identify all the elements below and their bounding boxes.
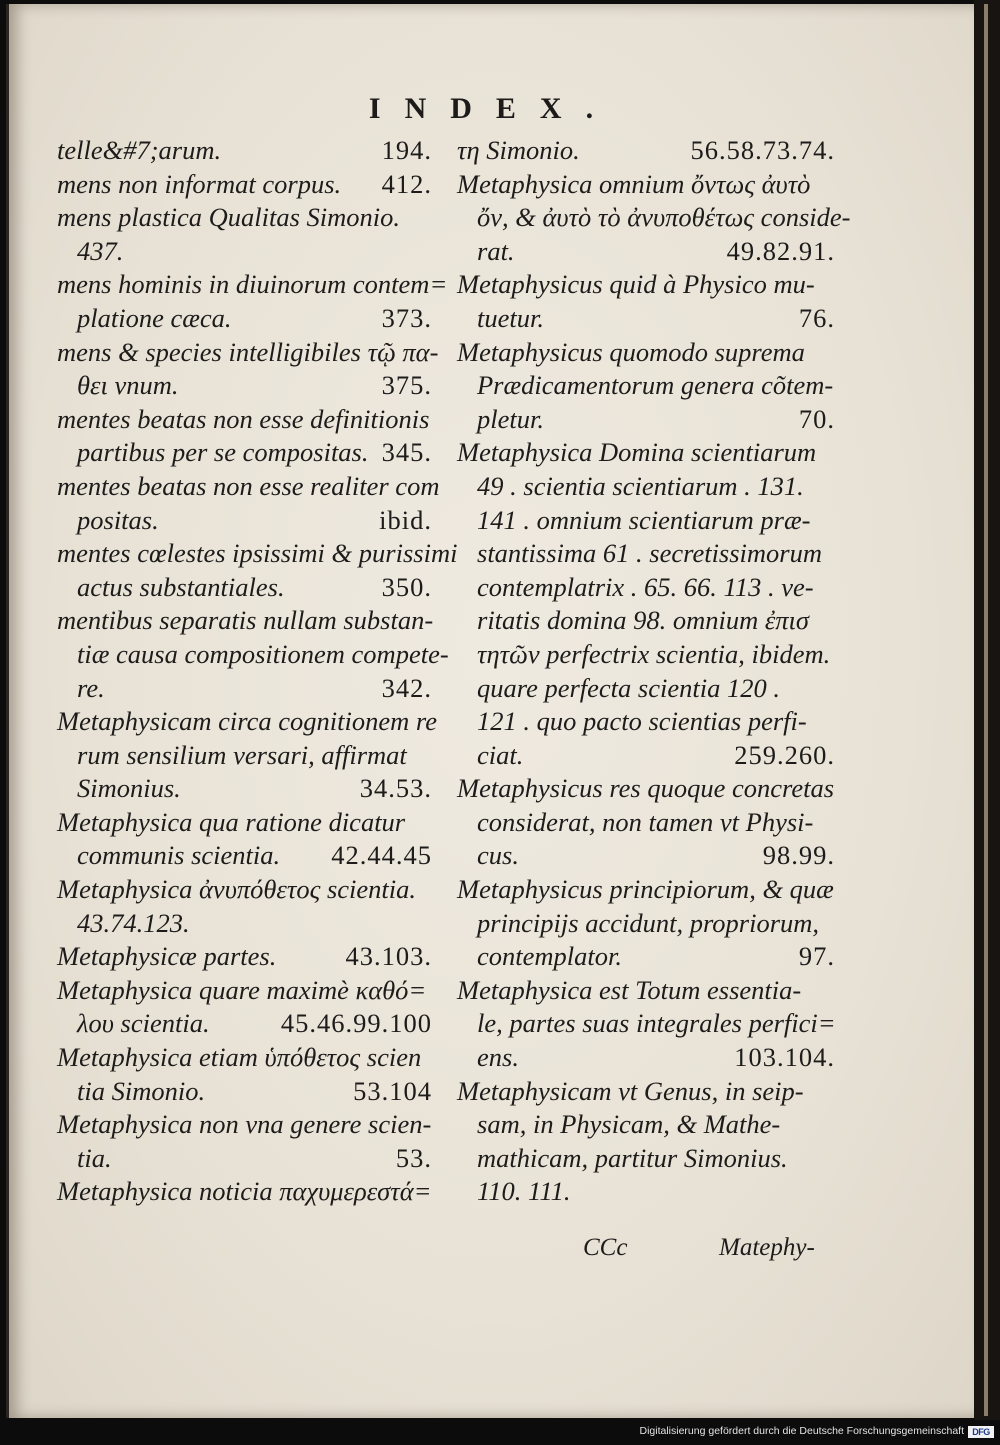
book-page — [6, 4, 977, 1418]
entry-page-ref: 345. — [381, 437, 432, 468]
entry-text: τη Simonio. — [457, 135, 580, 165]
entry-text: tia Simonio. — [77, 1075, 206, 1106]
index-entry-line — [57, 873, 432, 907]
entry-page-ref: 103.104. — [734, 1042, 835, 1073]
index-entry-line — [57, 537, 458, 571]
entry-text: tuetur. — [477, 302, 544, 333]
entry-text: Metaphysica est Totum essentia- — [457, 974, 802, 1005]
index-entry-line — [57, 436, 432, 470]
index-entry-line — [457, 806, 835, 840]
index-entry-line — [457, 168, 835, 202]
entry-page-ref: 43.103. — [345, 941, 432, 972]
entry-text: platione cæca. — [77, 302, 232, 333]
index-entry-line — [457, 302, 835, 336]
entry-text: 141 . omnium scientiarum præ- — [477, 504, 811, 535]
entry-page-ref: 49.82.91. — [726, 235, 835, 266]
entry-text: stantissima 61 . secretissimorum — [477, 538, 823, 569]
index-entry-line — [457, 672, 835, 706]
entry-page-ref: 76. — [798, 302, 835, 333]
dfg-logo: DFG — [968, 1426, 994, 1438]
index-entry-line — [57, 1108, 432, 1142]
index-entry-line — [457, 403, 835, 437]
index-entry-line — [457, 1041, 835, 1075]
index-entry-line — [457, 235, 835, 269]
entry-text: mentes beatas non esse definitionis — [57, 403, 430, 434]
entry-page-ref: 70. — [798, 403, 835, 434]
entry-text: considerat, non tamen vt Physi- — [477, 806, 814, 837]
index-entry-line — [457, 1142, 835, 1176]
index-entry-line — [457, 974, 835, 1008]
entry-text: 49 . scientia scientiarum . 131. — [477, 470, 804, 501]
digitization-credit: Digitalisierung gefördert durch die Deutsche Forschungsgemeinschaft — [639, 1425, 964, 1437]
index-entry-line — [57, 470, 440, 504]
catchword: Matephy- — [719, 1234, 815, 1261]
index-entry-line — [457, 940, 835, 974]
entry-text: ὄν, & ἀυτὸ τὸ ἀνυποθέτως conside- — [477, 202, 851, 233]
entry-text: Metaphysicam circa cognitionem re — [57, 706, 437, 737]
index-entry-line — [57, 403, 432, 437]
index-entry-line — [57, 974, 432, 1008]
entry-text: Metaphysica etiam ὑπόθετος scien — [57, 1042, 422, 1073]
index-entry-line — [457, 1075, 835, 1109]
entry-text: communis scientia. — [77, 840, 281, 871]
entry-page-ref: 97. — [798, 941, 835, 972]
index-column-right — [457, 134, 851, 1209]
entry-text: re. — [77, 672, 105, 703]
index-entry-line — [457, 571, 835, 605]
index-entry-line — [57, 672, 432, 706]
entry-text: 110. 111. — [477, 1176, 571, 1207]
entry-text: mathicam, partitur Simonius. — [477, 1142, 788, 1173]
entry-text: le, partes suas integrales perfici= — [477, 1008, 836, 1039]
entry-text: partibus per se compositas. — [77, 437, 369, 468]
index-entry-line — [57, 336, 439, 370]
entry-text: cus. — [477, 840, 519, 871]
entry-page-ref: 194. — [381, 135, 432, 165]
entry-text: mens non informat corpus. — [57, 168, 342, 199]
entry-text: Simonius. — [77, 773, 181, 804]
entry-text: ritatis domina 98. omnium ἐπισ — [477, 605, 809, 636]
entry-text: ens. — [477, 1042, 519, 1073]
running-head: INDEX. — [368, 92, 618, 125]
entry-page-ref: 373. — [381, 302, 432, 333]
entry-page-ref: 350. — [381, 571, 432, 602]
entry-text: rum sensilium versari, affirmat — [77, 739, 407, 770]
index-entry-line — [457, 1007, 835, 1041]
entry-text: mens hominis in diuinorum contem= — [57, 269, 448, 300]
index-entry-line — [57, 604, 432, 638]
index-entry-line — [57, 1007, 432, 1041]
index-entry-line — [457, 839, 835, 873]
entry-page-ref: 342. — [381, 672, 432, 703]
entry-text: tiæ causa compositionem compete- — [77, 638, 449, 669]
index-entry-line — [457, 1108, 835, 1142]
entry-text: Metaphysica non vna genere scien- — [57, 1109, 432, 1140]
entry-text: Metaphysicus principiorum, & quæ — [457, 874, 834, 905]
entry-page-ref: 412. — [381, 168, 432, 199]
entry-text: Metaphysica Domina scientiarum — [457, 437, 817, 468]
entry-text: quare perfecta scientia 120 . — [477, 672, 780, 703]
entry-text: 437. — [77, 235, 124, 266]
entry-text: Metaphysica omnium ὄντως ἀυτὸ — [457, 168, 811, 199]
index-entry-line — [457, 1175, 835, 1209]
page-edge-line — [984, 4, 988, 1416]
index-entry-line — [457, 772, 835, 806]
index-entry-line — [457, 470, 835, 504]
entry-text: mentibus separatis nullam substan- — [57, 605, 434, 636]
index-entry-line — [57, 1175, 432, 1209]
index-entry-line — [457, 134, 835, 168]
entry-text: tia. — [77, 1142, 112, 1173]
index-entry-line — [457, 638, 835, 672]
entry-text: contemplator. — [477, 941, 622, 972]
entry-text: contemplatrix . 65. 66. 113 . ve- — [477, 571, 814, 602]
entry-text: sam, in Physicam, & Mathe- — [477, 1109, 781, 1140]
entry-text: τητῶν perfectrix scientia, ibidem. — [477, 638, 831, 669]
entry-page-ref: 45.46.99.100 — [280, 1008, 432, 1039]
index-entry-line — [57, 504, 432, 538]
index-entry-line — [57, 302, 432, 336]
index-entry-line — [57, 772, 432, 806]
entry-page-ref: 53. — [395, 1142, 432, 1173]
index-entry-line — [57, 1075, 432, 1109]
index-entry-line — [57, 1142, 432, 1176]
entry-text: Metaphysicus quid à Physico mu- — [457, 269, 815, 300]
index-entry-line — [457, 268, 835, 302]
index-entry-line — [457, 369, 835, 403]
entry-page-ref: 98.99. — [762, 840, 835, 871]
index-entry-line — [57, 201, 432, 235]
entry-page-ref: 375. — [381, 370, 432, 401]
index-column-left — [57, 134, 458, 1209]
signature-mark: CCc — [583, 1234, 628, 1261]
entry-text: Metaphysicæ partes. — [57, 941, 277, 972]
index-entry-line — [57, 705, 437, 739]
index-entry-line — [457, 537, 835, 571]
entry-text: Metaphysicus quomodo suprema — [457, 336, 805, 367]
index-entry-line — [57, 739, 432, 773]
entry-page-ref: 42.44.45 — [331, 840, 432, 871]
index-entry-line — [457, 604, 835, 638]
entry-text: Metaphysica quare maximè καθό= — [57, 974, 427, 1005]
entry-text: telle&#7;arum. — [57, 135, 222, 165]
index-entry-line — [57, 369, 432, 403]
entry-text: mentes cœlestes ipsissimi & purissimi — [57, 538, 458, 569]
index-entry-line — [57, 638, 449, 672]
index-entry-line — [57, 235, 432, 269]
entry-text: λου scientia. — [77, 1008, 210, 1039]
index-entry-line — [57, 806, 432, 840]
entry-page-ref: ibid. — [379, 504, 432, 535]
entry-text: rat. — [477, 235, 515, 266]
entry-text: 43.74.123. — [77, 907, 190, 938]
entry-text: Metaphysica ἀνυπόθετος scientia. — [57, 874, 417, 905]
entry-text: 121 . quo pacto scientias perfi- — [477, 706, 807, 737]
index-entry-line — [57, 940, 432, 974]
entry-text: mens & species intelligibiles τῷ πα- — [57, 336, 439, 367]
index-entry-line — [57, 168, 432, 202]
entry-page-ref: 53.104 — [353, 1075, 432, 1106]
index-entry-line — [57, 134, 432, 168]
entry-page-ref: 56.58.73.74. — [690, 135, 835, 165]
index-entry-line — [57, 839, 432, 873]
entry-text: ciat. — [477, 739, 524, 770]
entry-text: θει vnum. — [77, 370, 179, 401]
entry-text: pletur. — [477, 403, 544, 434]
entry-page-ref: 259.260. — [734, 739, 835, 770]
index-entry-line — [57, 1041, 432, 1075]
index-entry-line — [457, 504, 835, 538]
index-entry-line — [457, 705, 835, 739]
entry-text: principijs accidunt, propriorum, — [477, 907, 820, 938]
entry-page-ref: 34.53. — [359, 773, 432, 804]
entry-text: positas. — [77, 504, 159, 535]
entry-text: mens plastica Qualitas Simonio. — [57, 202, 401, 233]
index-entry-line — [57, 571, 432, 605]
entry-text: Metaphysica noticia παχυμερεστά= — [57, 1176, 432, 1207]
entry-text: Metaphysicus res quoque concretas — [457, 773, 835, 804]
index-entry-line — [457, 873, 835, 907]
index-entry-line — [457, 739, 835, 773]
entry-text: Metaphysica qua ratione dicatur — [57, 806, 406, 837]
entry-text: mentes beatas non esse realiter com — [57, 470, 440, 501]
index-entry-line — [457, 336, 835, 370]
index-entry-line — [57, 268, 448, 302]
entry-text: Metaphysicam vt Genus, in seip- — [457, 1075, 804, 1106]
index-entry-line — [457, 436, 835, 470]
entry-text: actus substantiales. — [77, 571, 285, 602]
index-entry-line — [457, 201, 851, 235]
index-entry-line — [457, 907, 835, 941]
entry-text: Prædicamentorum genera cõtem- — [477, 370, 834, 401]
index-entry-line — [57, 907, 432, 941]
